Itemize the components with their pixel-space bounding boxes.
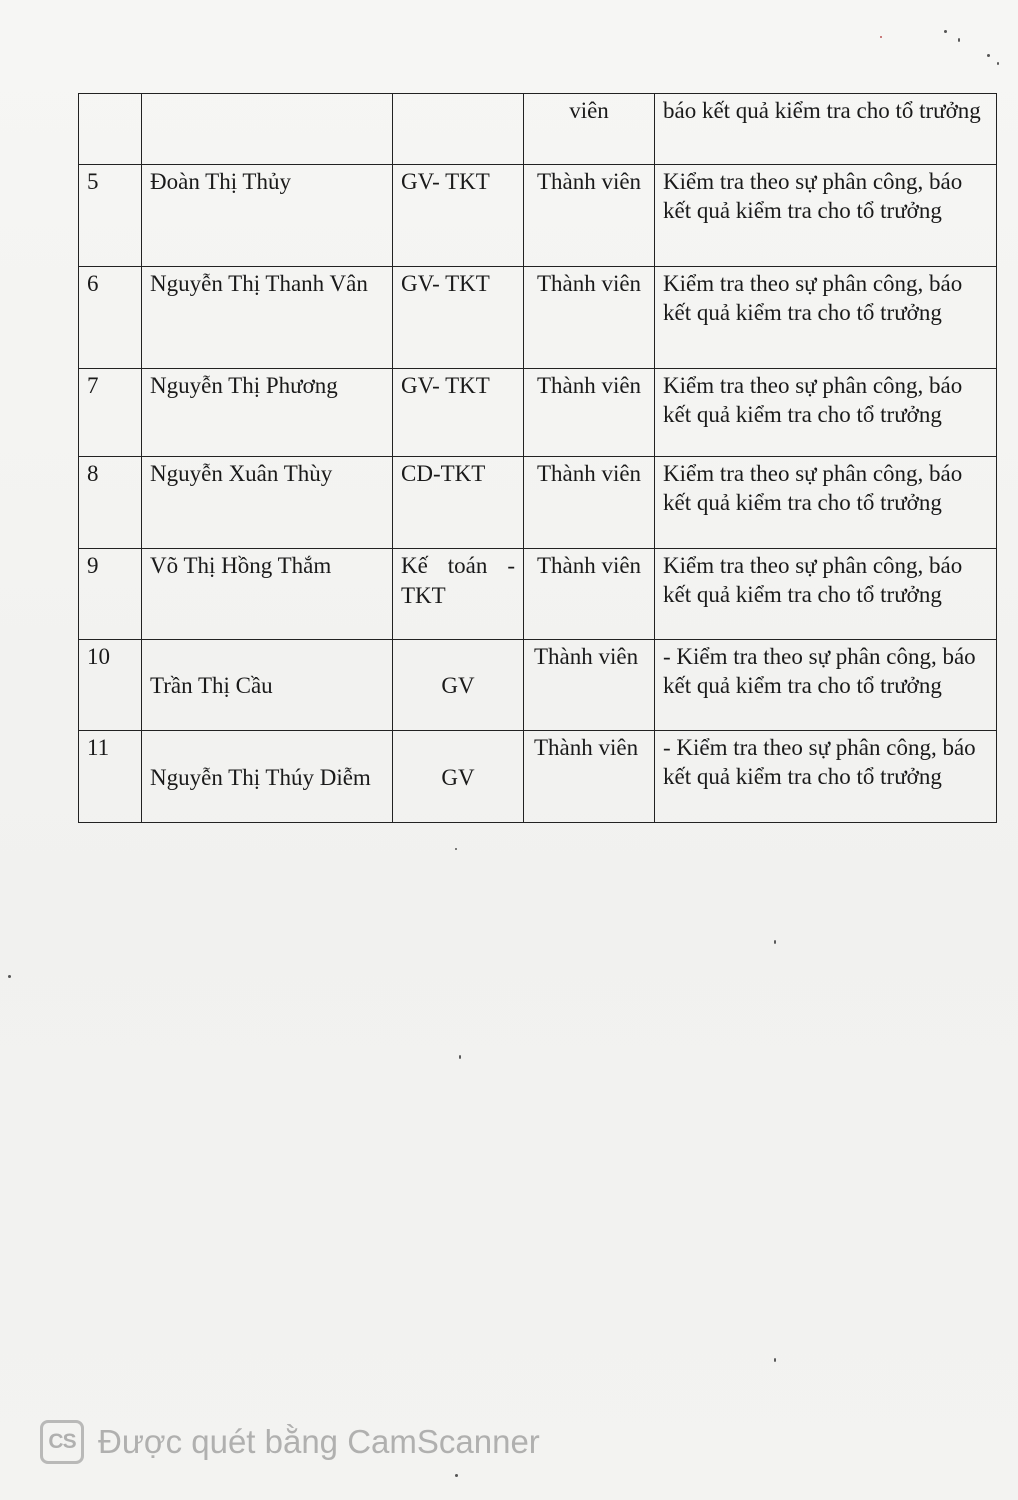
- row-number: 7: [79, 369, 142, 457]
- table-row: [79, 549, 997, 640]
- member-position: CD-TKT: [393, 457, 524, 549]
- scan-speck: [880, 36, 882, 38]
- table-row: [79, 94, 997, 165]
- table-row: [79, 165, 997, 267]
- table-row: [79, 369, 997, 457]
- row-number: [79, 94, 142, 165]
- member-name: Nguyễn Thị Phương: [142, 369, 393, 457]
- member-name: Võ Thị Hồng Thắm: [142, 549, 393, 640]
- scan-speck: [774, 1358, 776, 1362]
- row-number: 10: [79, 640, 142, 731]
- row-number: 8: [79, 457, 142, 549]
- row-number: 9: [79, 549, 142, 640]
- member-position: GV: [393, 731, 524, 823]
- staff-assignment-table: [78, 93, 997, 823]
- scan-speck: [944, 30, 947, 33]
- watermark-text: Được quét bằng CamScanner: [98, 1423, 540, 1460]
- member-role: Thành viên: [524, 731, 655, 823]
- member-position: [393, 94, 524, 165]
- table-row: [79, 731, 997, 823]
- member-task: Kiểm tra theo sự phân công, báo kết quả kiểm tra cho tổ trưởng: [655, 165, 997, 267]
- camscanner-watermark: [40, 1418, 540, 1466]
- member-task: Kiểm tra theo sự phân công, báo kết quả kiểm tra cho tổ trưởng: [655, 457, 997, 549]
- member-name: [142, 94, 393, 165]
- member-task: Kiểm tra theo sự phân công, báo kết quả kiểm tra cho tổ trưởng: [655, 267, 997, 369]
- table-row: [79, 457, 997, 549]
- scan-speck: [459, 1055, 461, 1059]
- member-task: - Kiểm tra theo sự phân công, báo kết quả kiểm tra cho tổ trưởng: [655, 731, 997, 823]
- member-role: Thành viên: [524, 165, 655, 267]
- scan-speck: [958, 38, 960, 42]
- member-position: GV- TKT: [393, 369, 524, 457]
- member-role: Thành viên: [524, 640, 655, 731]
- scan-speck: [8, 975, 11, 978]
- scan-speck: [455, 848, 457, 850]
- scan-speck: [997, 62, 999, 65]
- row-number: 6: [79, 267, 142, 369]
- member-name: Nguyễn Thị Thanh Vân: [142, 267, 393, 369]
- member-role: viên: [524, 94, 655, 165]
- scan-speck: [987, 54, 990, 57]
- table-row: [79, 640, 997, 731]
- member-role: Thành viên: [524, 549, 655, 640]
- member-role: Thành viên: [524, 369, 655, 457]
- member-position: GV- TKT: [393, 165, 524, 267]
- row-number: 11: [79, 731, 142, 823]
- member-name: Nguyễn Xuân Thùy: [142, 457, 393, 549]
- member-name: Nguyễn Thị Thúy Diễm: [142, 731, 393, 823]
- member-name: Trần Thị Cầu: [142, 640, 393, 731]
- member-task: Kiểm tra theo sự phân công, báo kết quả kiểm tra cho tổ trưởng: [655, 369, 997, 457]
- table-row: [79, 267, 997, 369]
- scan-speck: [455, 1474, 458, 1477]
- row-number: 5: [79, 165, 142, 267]
- member-task: - Kiểm tra theo sự phân công, báo kết quả kiểm tra cho tổ trưởng: [655, 640, 997, 731]
- member-position: GV- TKT: [393, 267, 524, 369]
- member-name: Đoàn Thị Thủy: [142, 165, 393, 267]
- member-position: GV: [393, 640, 524, 731]
- member-task: báo kết quả kiểm tra cho tổ trưởng: [655, 94, 997, 165]
- member-role: Thành viên: [524, 457, 655, 549]
- member-role: Thành viên: [524, 267, 655, 369]
- member-task: Kiểm tra theo sự phân công, báo kết quả kiểm tra cho tổ trưởng: [655, 549, 997, 640]
- member-position: Kế toán - TKT: [393, 549, 524, 640]
- scan-speck: [774, 940, 776, 944]
- camscanner-logo-icon: CS: [40, 1420, 84, 1464]
